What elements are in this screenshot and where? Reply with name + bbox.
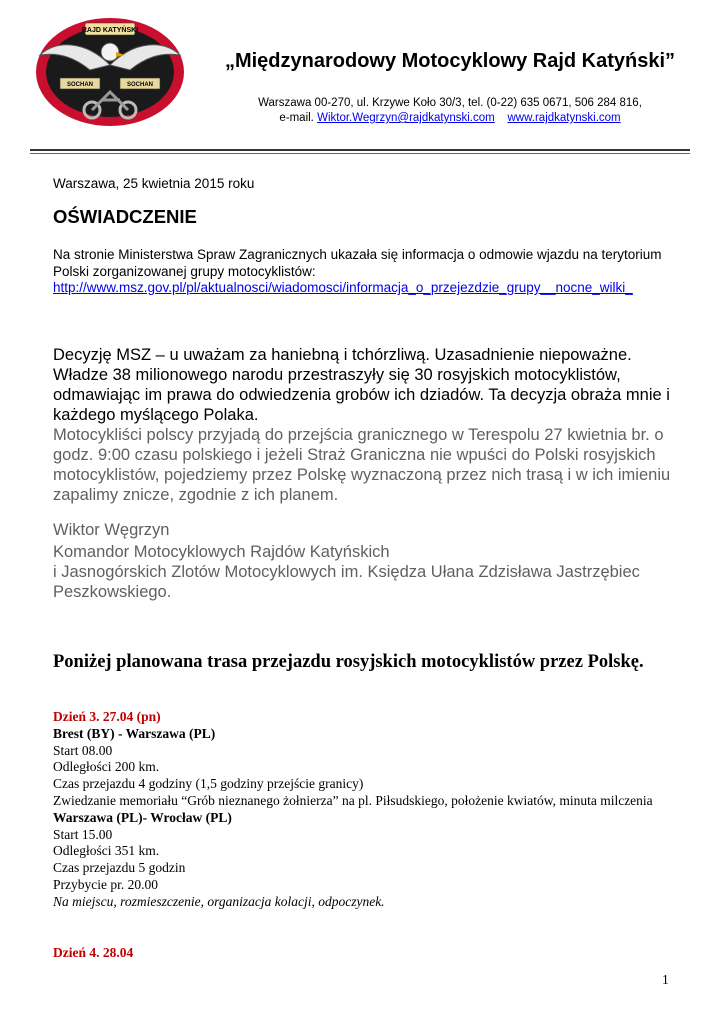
day4-label: Dzień 4. 28.04: [53, 945, 134, 960]
leg2-time: Czas przejazdu 5 godzin: [53, 860, 186, 876]
signature-block: [53, 520, 683, 602]
intro-paragraph: Na stronie Ministerstwa Spraw Zagranicznych ukazała się informacja o odmowie wjazdu na terytorium Polski zorganizowanej grupy motocyklistów:: [53, 247, 662, 279]
email-link[interactable]: Wiktor.Wegrzyn@rajdkatynski.com: [317, 112, 495, 124]
leg2-start: Start 15.00: [53, 826, 113, 842]
statement-paragraph: Decyzję MSZ – u uważam za haniebną i tchórzliwą. Uzasadnienie niepoważne. Władze 38 milionowego narodu przestraszyły się 30 rosyjskich motocyklistów, odmawiając im prawa do odwiedzenia grobów ich dziadów. Ta decyzja obraża mnie i każdego myślącego Polaka.: [53, 346, 670, 424]
document-date: Warszawa, 25 kwietnia 2015 roku: [53, 176, 255, 191]
rajd-katynski-logo: [30, 10, 190, 130]
website-link[interactable]: www.rajdkatynski.com: [507, 112, 621, 124]
msz-article-link[interactable]: http://www.msz.gov.pl/pl/aktualnosci/wiadomosci/informacja_o_przejezdzie_grupy__nocne_wilki_: [53, 280, 633, 295]
logo-top-text: RAJD KATYŃSKI: [81, 27, 139, 34]
logo-right-banner-text: SOCHAN: [126, 82, 154, 88]
leg1-distance: Odległości 200 km.: [53, 759, 160, 775]
day3-label: Dzień 3. 27.04 (pn): [53, 709, 161, 724]
leg1-start: Start 08.00: [53, 742, 113, 758]
route-schedule: [53, 709, 693, 911]
leg2-title: Warszawa (PL)- Wrocław (PL): [53, 809, 232, 825]
signature-title-line3: Peszkowskiego.: [53, 583, 172, 601]
route-heading: Poniżej planowana trasa przejazdu rosyjskich motocyklistów przez Polskę.: [53, 652, 644, 672]
email-prefix: e-mail.: [279, 112, 314, 124]
organization-address: Warszawa 00-270, ul. Krzywe Koło 30/3, tel. (0-22) 635 0671, 506 284 816,: [258, 97, 642, 109]
leg2-distance: Odległości 351 km.: [53, 843, 160, 859]
signature-name: Wiktor Węgrzyn: [53, 521, 170, 539]
leg1-time: Czas przejazdu 4 godziny (1,5 godziny przejście granicy): [53, 776, 364, 792]
msz-link-container: [53, 280, 678, 297]
header-divider-thick: [30, 149, 690, 151]
signature-title-line2: i Jasnogórskich Zlotów Motocyklowych im. Księdza Ułana Zdzisława Jastrzębiec: [53, 563, 640, 581]
leg1-title: Brest (BY) - Warszawa (PL): [53, 725, 216, 741]
signature-title-line1: Komandor Motocyklowych Rajdów Katyńskich: [53, 543, 390, 561]
page-number: 1: [662, 972, 669, 987]
logo-left-banner-text: SOCHAN: [66, 82, 94, 88]
leg2-note: Na miejscu, rozmieszczenie, organizacja kolacji, odpoczynek.: [53, 893, 385, 909]
page-title: „Międzynarodowy Motocyklowy Rajd Katyński”: [224, 50, 676, 72]
leg1-visit: Zwiedzanie memoriału “Grób nieznanego żołnierza” na pl. Piłsudskiego, położenie kwiatów, minuta milczenia: [53, 792, 653, 808]
header-divider-thin: [30, 153, 690, 154]
document-heading: OŚWIADCZENIE: [53, 206, 197, 227]
contact-line: [200, 112, 700, 124]
leg2-arrival: Przybycie pr. 20.00: [53, 876, 158, 892]
motorcyclists-paragraph: Motocykliści polscy przyjadą do przejścia granicznego w Terespolu 27 kwietnia br. o godz. 9:00 czasu polskiego i jeżeli Straż Graniczna nie wpuści do Polski rosyjskich motocyklistów, pojedziemy przez Polskę wyznaczoną przez nich trasą i w ich imieniu zapalimy znicze, zgodnie z ich planem.: [53, 426, 671, 504]
